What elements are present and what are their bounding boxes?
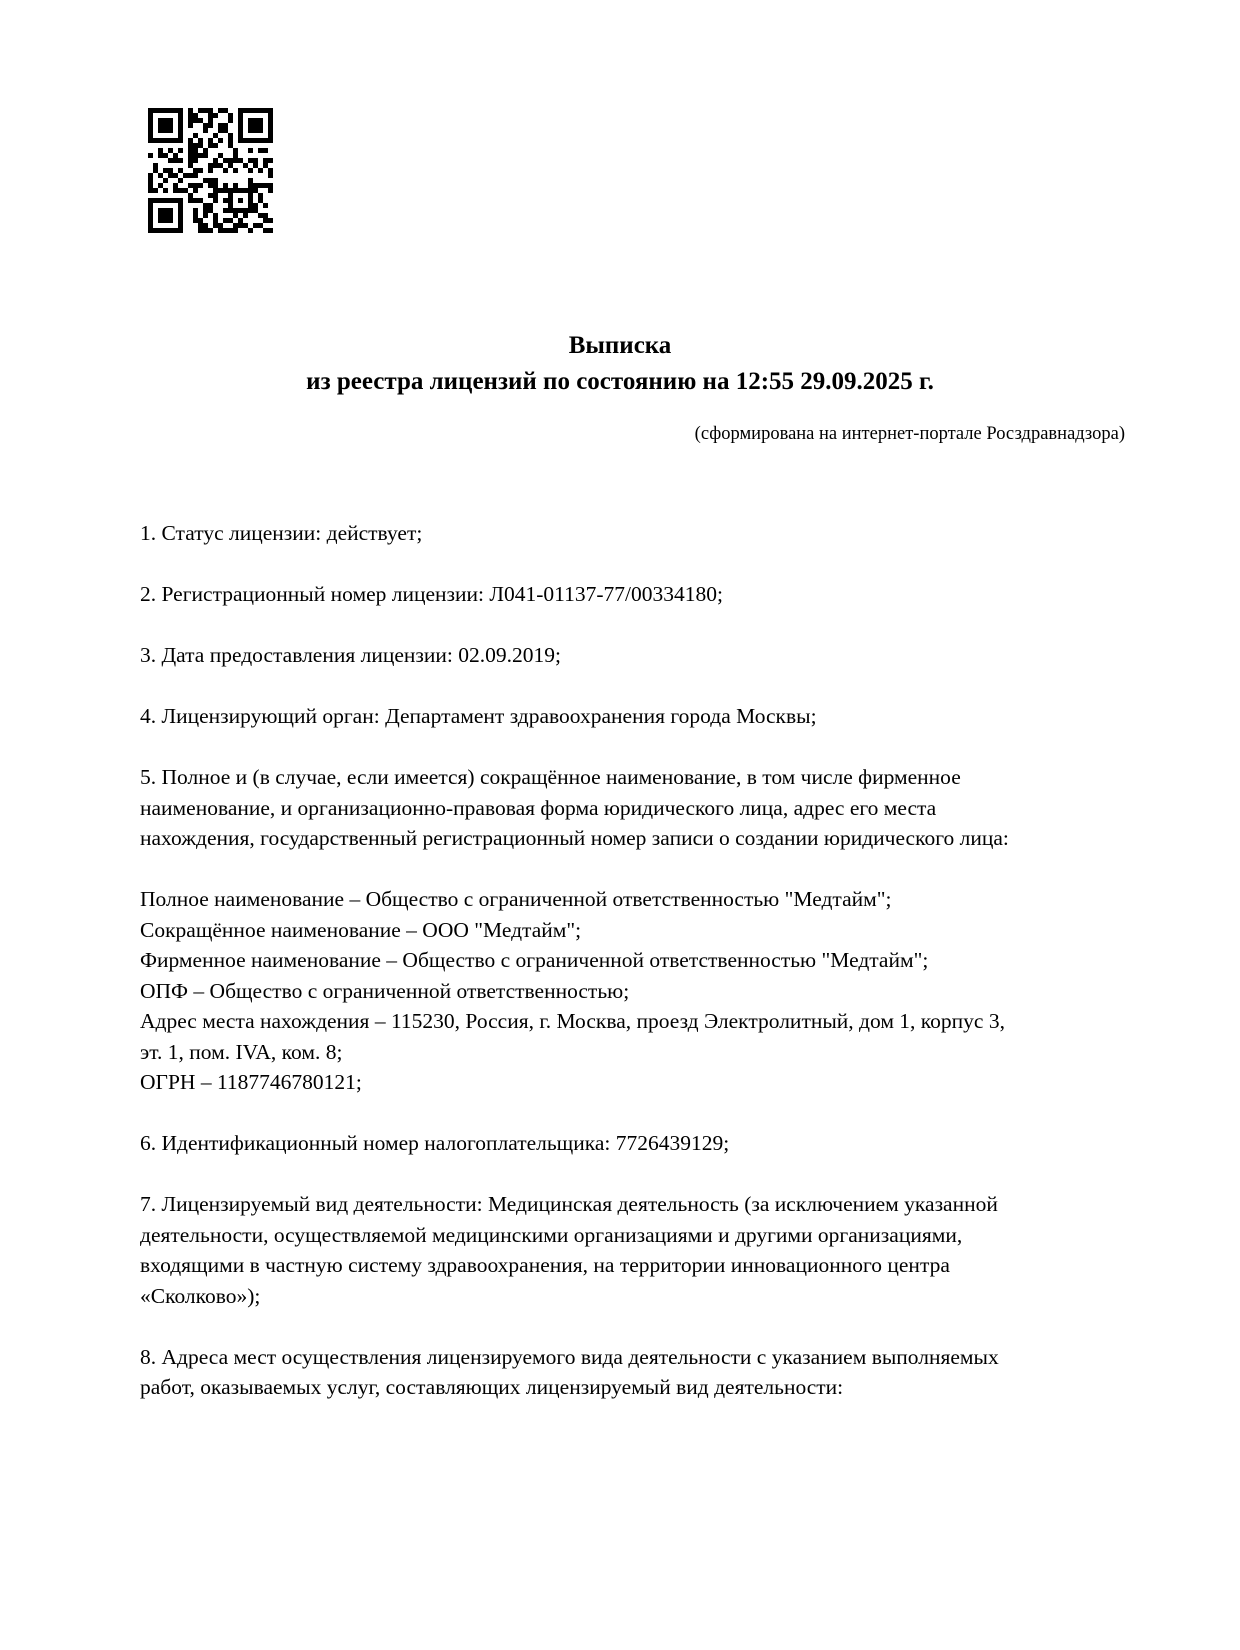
paragraph-line: 3. Дата предоставления лицензии: 02.09.2019; bbox=[140, 643, 561, 667]
paragraph-line: наименование, и организационно-правовая форма юридического лица, адрес его места bbox=[140, 795, 937, 820]
paragraph-line: входящими в частную систему здравоохранения, на территории инновационного центра bbox=[140, 1253, 950, 1277]
paragraph bbox=[140, 1128, 1125, 1159]
paragraph bbox=[140, 518, 1125, 549]
qr-code-icon bbox=[148, 108, 273, 233]
paragraph bbox=[140, 640, 1125, 671]
paragraph-line: Полное наименование – Общество с ограниченной ответственностью "Медтайм"; bbox=[140, 887, 892, 911]
paragraph-line: Сокращённое наименование – ООО "Медтайм"; bbox=[140, 917, 582, 942]
paragraph bbox=[140, 701, 1125, 732]
paragraph bbox=[140, 762, 1125, 854]
document-title bbox=[0, 328, 1240, 400]
paragraph bbox=[140, 1342, 1125, 1403]
document-subtitle: (сформирована на интернет-портале Росздравнадзора) bbox=[694, 424, 1125, 444]
paragraph-line: Фирменное наименование – Общество с ограниченной ответственностью "Медтайм"; bbox=[140, 948, 929, 972]
paragraph-line: работ, оказываемых услуг, составляющих лицензируемый вид деятельности: bbox=[140, 1375, 844, 1399]
document-body bbox=[140, 518, 1125, 1403]
paragraph-line: Адрес места нахождения – 115230, Россия, г. Москва, проезд Электролитный, дом 1, корпус 3, bbox=[140, 1009, 1005, 1033]
paragraph-line: ОПФ – Общество с ограниченной ответственностью; bbox=[140, 978, 630, 1003]
paragraph-line: 8. Адреса мест осуществления лицензируемого вида деятельности с указанием выполняемых bbox=[140, 1344, 999, 1369]
paragraph-line: ОГРН – 1187746780121; bbox=[140, 1070, 362, 1094]
paragraph-line: «Сколково»); bbox=[140, 1283, 261, 1308]
paragraph-line: 1. Статус лицензии: действует; bbox=[140, 521, 423, 545]
document-title-line1: Выписка bbox=[568, 332, 672, 359]
paragraph-line: 6. Идентификационный номер налогоплательщика: 7726439129; bbox=[140, 1131, 730, 1155]
paragraph bbox=[140, 579, 1125, 610]
paragraph bbox=[140, 1189, 1125, 1311]
paragraph-line: эт. 1, пом. IVA, ком. 8; bbox=[140, 1039, 343, 1064]
paragraph-line: нахождения, государственный регистрационный номер записи о создании юридического лица: bbox=[140, 826, 1009, 850]
paragraph-line: 2. Регистрационный номер лицензии: Л041-01137-77/00334180; bbox=[140, 582, 723, 606]
document-title-line2: из реестра лицензий по состоянию на 12:55 29.09.2025 г. bbox=[306, 368, 934, 395]
paragraph bbox=[140, 884, 1125, 1098]
paragraph-line: 4. Лицензирующий орган: Департамент здравоохранения города Москвы; bbox=[140, 704, 817, 728]
paragraph-line: деятельности, осуществляемой медицинскими организациями и другими организациями, bbox=[140, 1222, 963, 1247]
paragraph-line: 7. Лицензируемый вид деятельности: Медицинская деятельность (за исключением указанной bbox=[140, 1192, 998, 1216]
paragraph-line: 5. Полное и (в случае, если имеется) сокращённое наименование, в том числе фирменное bbox=[140, 765, 961, 789]
